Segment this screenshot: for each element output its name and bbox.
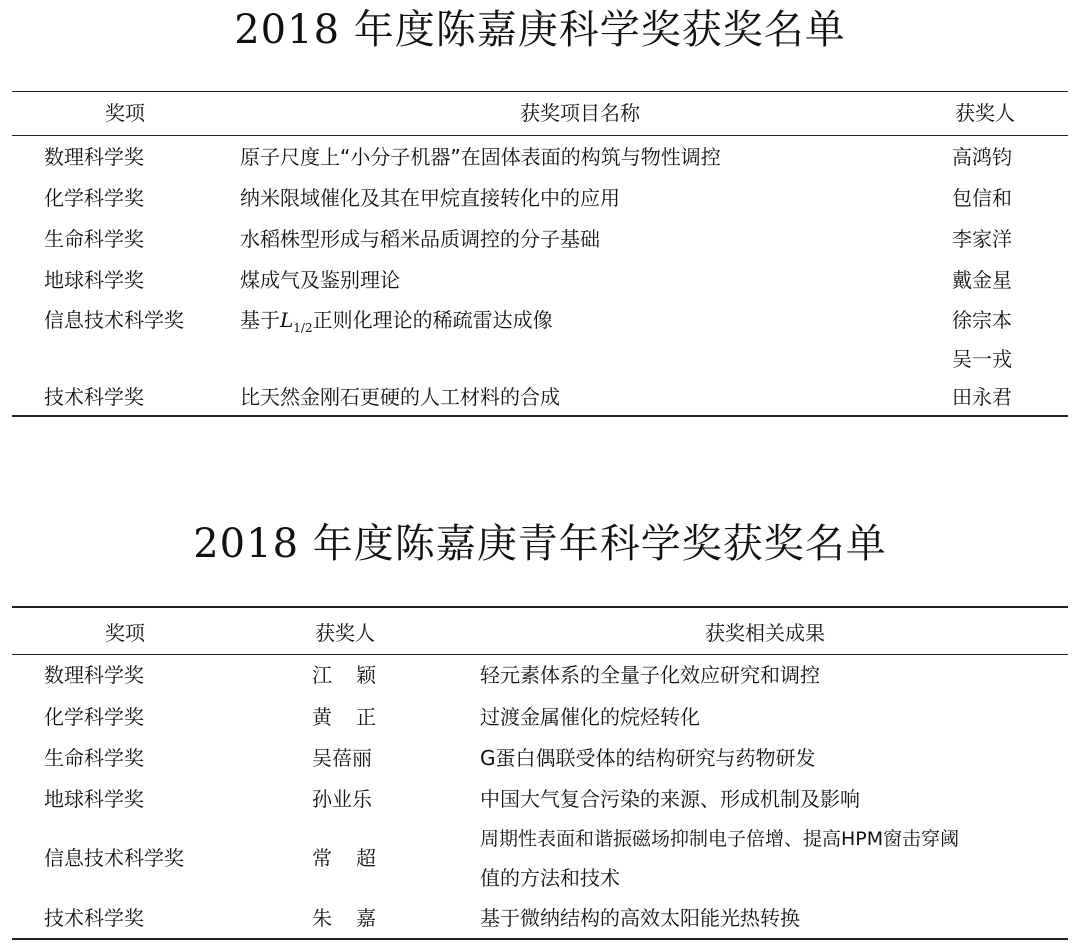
table2-result: 基于微纳结构的高效太阳能光热转换 bbox=[480, 906, 800, 930]
table2-result-line2: 值的方法和技术 bbox=[480, 866, 620, 890]
table2-result: G蛋白偶联受体的结构研究与药物研发 bbox=[480, 746, 816, 770]
table1-winner: 田永君 bbox=[952, 385, 1012, 409]
table2-header-award: 奖项 bbox=[105, 621, 145, 645]
table2-award: 生命科学奖 bbox=[44, 746, 144, 770]
table1-winner: 李家洋 bbox=[952, 227, 1012, 251]
table2-title: 2018 年度陈嘉庚青年科学奖获奖名单 bbox=[193, 521, 887, 567]
table1-project: 煤成气及鉴别理论 bbox=[240, 268, 400, 292]
math-symbol bbox=[280, 308, 313, 335]
table1-project: 比天然金刚石更硬的人工材料的合成 bbox=[240, 385, 560, 409]
table1-award: 信息技术科学奖 bbox=[44, 308, 184, 332]
table1-winner: 徐宗本 bbox=[952, 308, 1012, 332]
table2-award: 数理科学奖 bbox=[44, 663, 144, 687]
table1-header-project: 获奖项目名称 bbox=[520, 101, 640, 125]
table1-winner: 包信和 bbox=[952, 186, 1012, 210]
table1-award: 数理科学奖 bbox=[44, 145, 144, 169]
table1-top-rule bbox=[12, 91, 1068, 92]
table1-bottom-rule bbox=[12, 415, 1068, 417]
table2-header-winner: 获奖人 bbox=[315, 621, 375, 645]
table1-project-prefix: 基于 bbox=[240, 308, 280, 332]
table2-award: 地球科学奖 bbox=[44, 787, 144, 811]
table1-project: 纳米限域催化及其在甲烷直接转化中的应用 bbox=[240, 186, 620, 210]
table1-winner-second: 吴一戎 bbox=[952, 347, 1012, 371]
table2-result-line1: 周期性表面和谐振磁场抑制电子倍增、提高HPM窗击穿阈 bbox=[480, 828, 960, 850]
table1-award: 地球科学奖 bbox=[44, 268, 144, 292]
table2-bottom-rule bbox=[12, 938, 1068, 940]
table2-winner: 孙业乐 bbox=[312, 787, 372, 811]
table2-award: 化学科学奖 bbox=[44, 705, 144, 729]
table2-winner: 江颖 bbox=[312, 663, 400, 687]
table1-award: 生命科学奖 bbox=[44, 227, 144, 251]
table2-header-rule bbox=[12, 654, 1068, 655]
table2-winner: 常超 bbox=[312, 846, 400, 870]
table1-award: 技术科学奖 bbox=[44, 385, 144, 409]
table1-header-award: 奖项 bbox=[105, 101, 145, 125]
table2-winner: 黄正 bbox=[312, 705, 400, 729]
table2-winner: 朱嘉 bbox=[312, 906, 400, 930]
table1-project: 原子尺度上“小分子机器”在固体表面的构筑与物性调控 bbox=[240, 145, 721, 169]
table1-winner: 戴金星 bbox=[952, 268, 1012, 292]
table1-winner: 高鸿钧 bbox=[952, 145, 1012, 169]
table2-result: 过渡金属催化的烷烃转化 bbox=[480, 705, 700, 729]
table2-top-rule bbox=[12, 606, 1068, 608]
table2-result: 轻元素体系的全量子化效应研究和调控 bbox=[480, 663, 820, 687]
table1-project: 水稻株型形成与稻米品质调控的分子基础 bbox=[240, 227, 600, 251]
table1-header-rule bbox=[12, 135, 1068, 136]
math-var: L bbox=[280, 308, 294, 332]
table1-title: 2018 年度陈嘉庚科学奖获奖名单 bbox=[234, 7, 846, 53]
table2-award: 信息技术科学奖 bbox=[44, 846, 184, 870]
table1-header-winner: 获奖人 bbox=[955, 101, 1015, 125]
table2-winner: 吴蓓丽 bbox=[312, 746, 372, 770]
table2-header-result: 获奖相关成果 bbox=[705, 621, 825, 645]
table2-award: 技术科学奖 bbox=[44, 906, 144, 930]
table1-award: 化学科学奖 bbox=[44, 186, 144, 210]
table2-result: 中国大气复合污染的来源、形成机制及影响 bbox=[480, 787, 860, 811]
table1-project bbox=[240, 307, 553, 341]
table1-project-suffix: 正则化理论的稀疏雷达成像 bbox=[312, 308, 553, 332]
math-subscript: 1/2 bbox=[293, 321, 313, 335]
